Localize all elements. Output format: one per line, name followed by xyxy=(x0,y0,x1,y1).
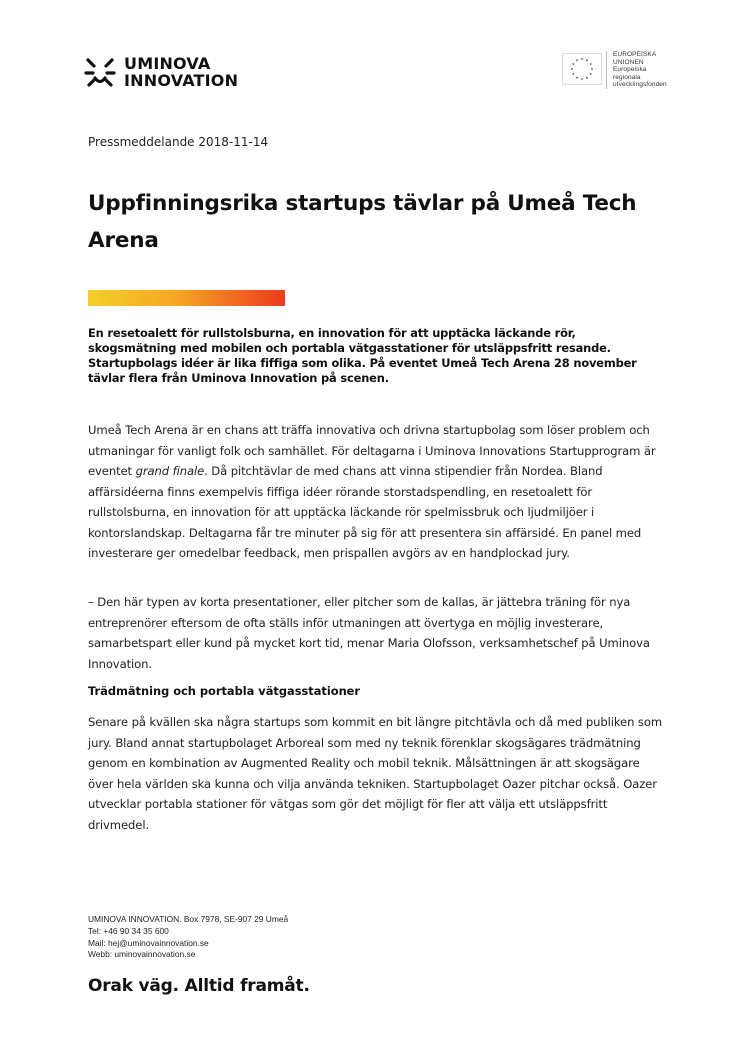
eu-emblem xyxy=(562,51,667,89)
eu-text xyxy=(613,51,667,89)
body-paragraph-2: – Den här typen av korta presentationer, eller pitcher som de kallas, är jättebra träning för nya entreprenörer eftersom de ofta ställs inför utmaningen att övertyga en möjlig investerare, samarbetspart eller kund på mycket kort tid, menar Maria Olofsson, verksamhetschef på Uminova Innovation. xyxy=(88,595,650,671)
eu-stars-icon xyxy=(562,53,602,85)
footer-contact xyxy=(88,914,288,961)
p1-before: Umeå Tech Arena är en chans att träffa innovativa och drivna startupbolag som löser problem och utmaningar för vanligt folk och samhället. För deltagarna i Uminova Innovations Startupprogram är eventet xyxy=(88,423,656,478)
lead-paragraph: En resetoalett för rullstolsburna, en innovation för att upptäcka läckande rör, skogsmätning med mobilen och portabla vätgasstationer för utsläppsfritt resande. Startupbolags idéer är lika fiffiga som olika. På eventet Umeå Tech Arena 28 november tävlar flera från Uminova Innovation på scenen. xyxy=(88,326,637,385)
press-release-date: Pressmeddelande 2018-11-14 xyxy=(88,135,269,149)
page-title: Uppfinningsrika startups tävlar på Umeå Tech Arena xyxy=(88,191,637,253)
footer-web: Webb: uminovainnovation.se xyxy=(88,949,196,960)
logo-wordmark xyxy=(124,55,238,89)
p1-after: . Då pitchtävlar de med chans att vinna stipendier från Nordea. Bland affärsidéerna finns exempelvis fiffiga idéer rörande storstadspendling, en resetoalett för rullstolsburna, en innovation för att upptäcka läckande rör spelmissbruk och ljudmiljöer i kontorslandskap. Deltagarna får tre minuter på sig för att presentera sin affärsidé. En panel med investerare ger omedelbar feedback, men prispallen avgörs av en handplockad jury. xyxy=(88,464,642,560)
body-paragraph-3: Senare på kvällen ska några startups som kommit en bit längre pitchtävla och då med publiken som jury. Bland annat startupbolaget Arboreal som med ny teknik förenklar skogsägares trädmätning genom en kombination av Augmented Reality och mobil teknik. Målsättningen är att skogsägare över hela världen ska kunna och vilja använda tekniken. Startupbolaget Oazer pitchar också. Oazer utvecklar portabla stationer för vätgas som gör det möjligt för fler att välja ett utsläppsfritt drivmedel. xyxy=(88,715,663,832)
uminova-burst-icon xyxy=(84,54,116,90)
section-subheading: Trädmätning och portabla vätgasstationer xyxy=(88,684,361,698)
eu-line-2: UNIONEN xyxy=(613,58,644,66)
eu-line-5: utvecklingsfonden xyxy=(613,81,667,89)
footer-mail: Mail: hej@uminovainnovation.se xyxy=(88,937,209,948)
eu-line-1: EUROPEISKA xyxy=(613,51,657,58)
p1-emphasis: grand finale xyxy=(135,464,205,478)
tagline: Orak väg. Alltid framåt. xyxy=(88,976,310,996)
eu-line-4: regionala xyxy=(613,73,641,81)
footer-address: UMINOVA INNOVATION. Box 7978, SE-907 29 Umeå xyxy=(88,914,289,924)
body-paragraph-1 xyxy=(88,420,668,564)
uminova-logo xyxy=(84,54,238,90)
logo-line-1: UMINOVA xyxy=(124,54,211,73)
logo-line-2: INNOVATION xyxy=(124,71,239,90)
eu-divider xyxy=(606,51,607,89)
footer-phone: Tel: +46 90 34 35 600 xyxy=(88,925,169,936)
accent-gradient-bar xyxy=(88,290,285,306)
eu-line-3: Europeiska xyxy=(613,66,647,74)
